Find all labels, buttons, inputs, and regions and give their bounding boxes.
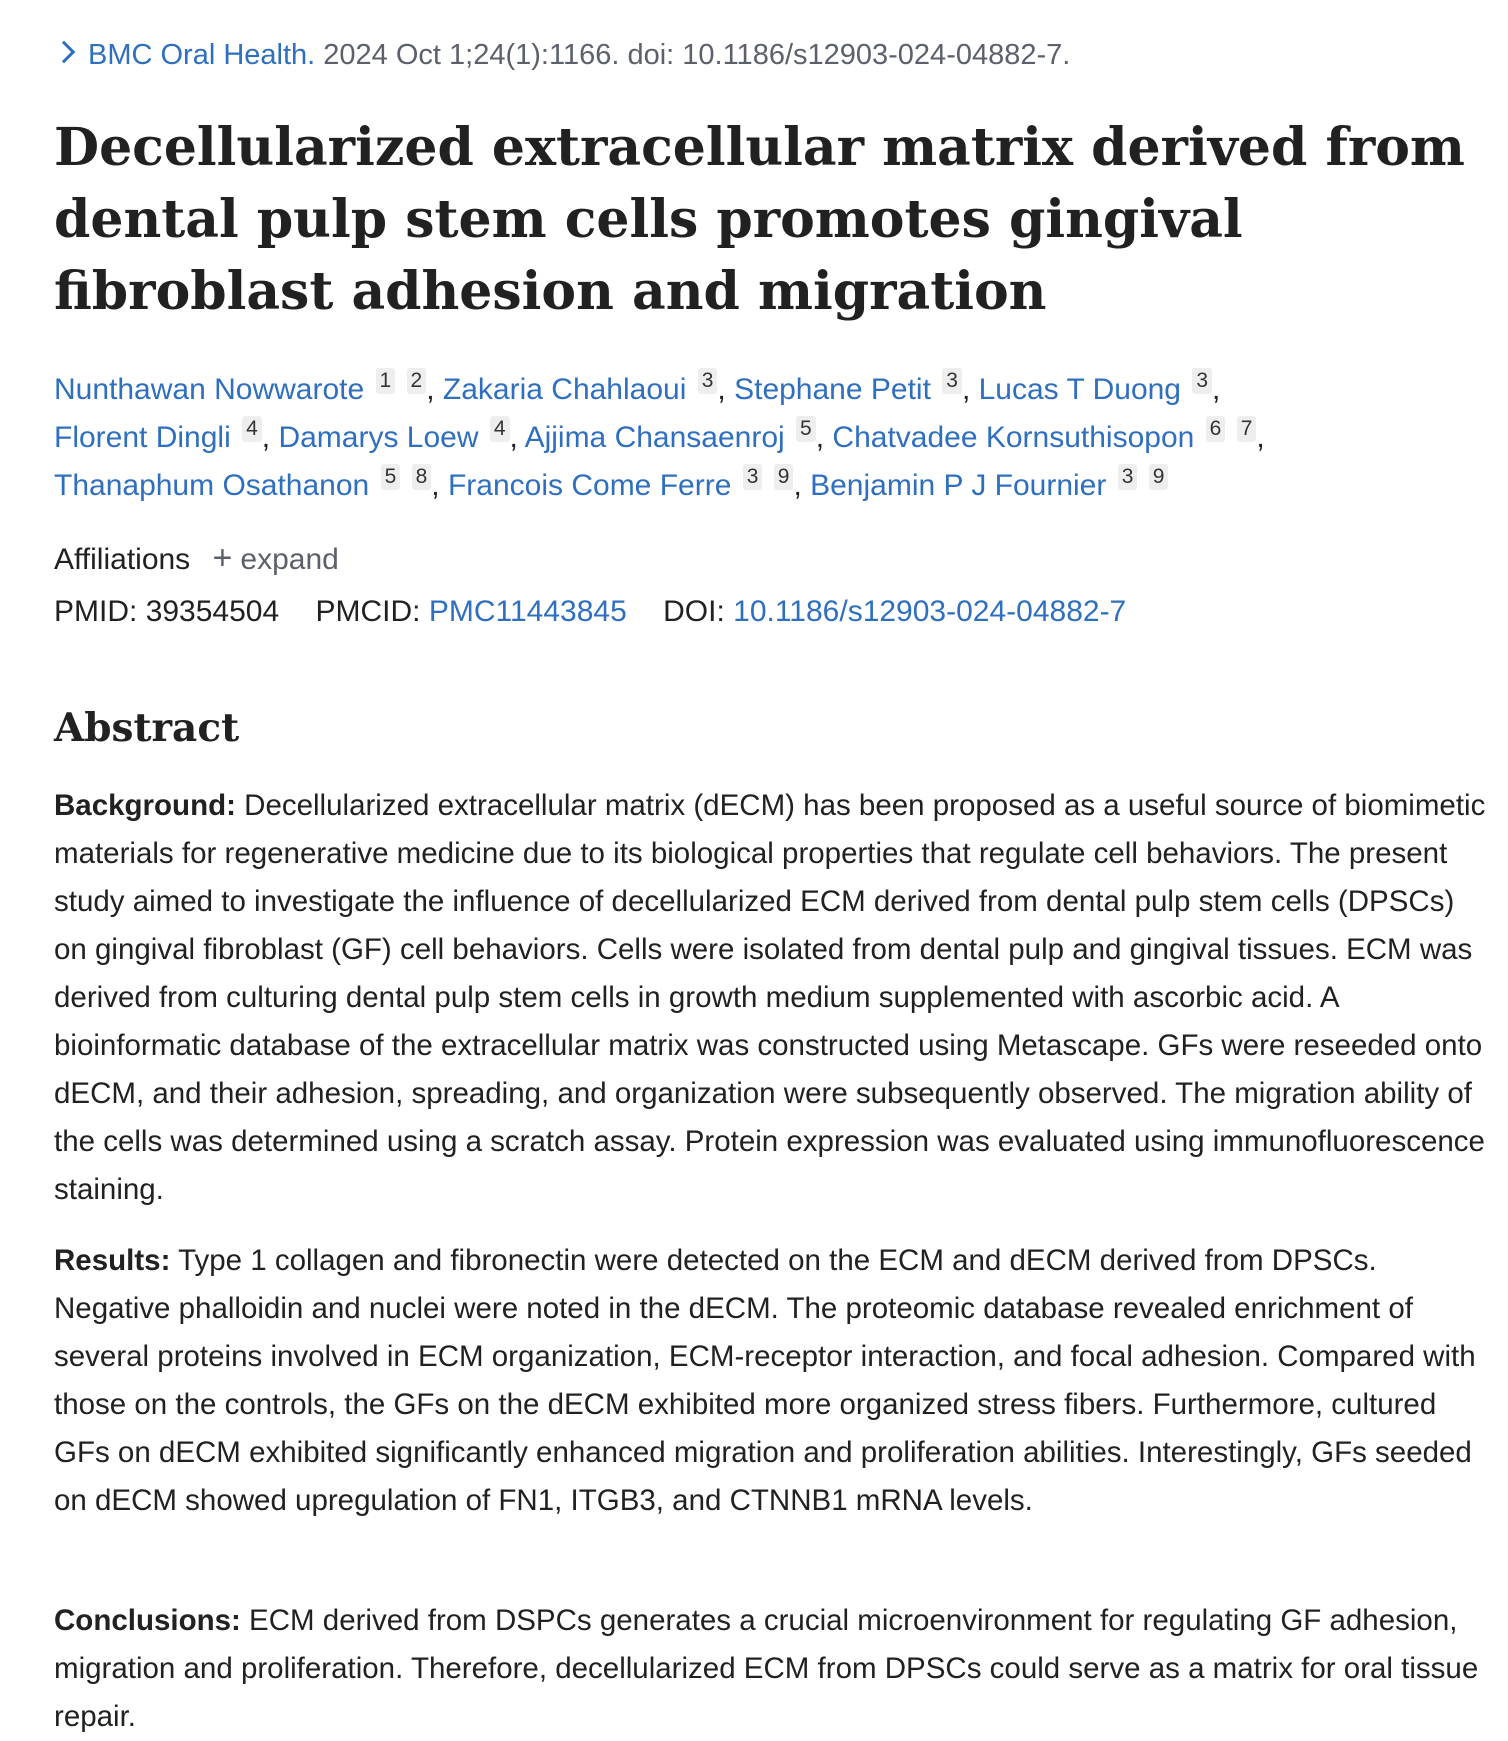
abstract-results bbox=[54, 1237, 1494, 1525]
affiliation-ref[interactable]: 6 bbox=[1206, 416, 1226, 442]
section-text: ECM derived from DSPCs generates a crucial microenvironment for regulating GF adhesion, migration and proliferation. Therefore, decellularized ECM from DPSCs could serve as a matrix for oral tissue repair. bbox=[54, 1604, 1479, 1733]
affiliation-ref[interactable]: 2 bbox=[407, 368, 427, 394]
author-link[interactable]: Chatvadee Kornsuthisopon bbox=[832, 421, 1195, 454]
affiliation-ref[interactable]: 4 bbox=[242, 416, 262, 442]
author-line-1: Nunthawan Nowwarote 1 2 , Zakaria Chahlaoui 3 , Stephane Petit 3 , Lucas T Duong 3 , bbox=[54, 369, 1221, 406]
abstract-heading: Abstract bbox=[54, 705, 240, 751]
affiliation-ref[interactable]: 3 bbox=[743, 464, 763, 490]
author bbox=[832, 417, 1256, 454]
author bbox=[734, 369, 962, 406]
expand-label: expand bbox=[240, 543, 339, 576]
author-line-3: Thanaphum Osathanon 5 8 , Francois Come Ferre 3 9 , Benjamin P J Fournier 3 9 bbox=[54, 462, 1494, 510]
author-line-2: Florent Dingli 4 , Damarys Loew 4 , Ajjima Chansaenroj 5 , Chatvadee Kornsuthisopon 6 7 , bbox=[54, 417, 1265, 454]
author-link[interactable]: Florent Dingli bbox=[54, 421, 231, 454]
author-link[interactable]: Benjamin P J Fournier bbox=[810, 469, 1107, 502]
author bbox=[54, 369, 426, 406]
author-link[interactable]: Thanaphum Osathanon bbox=[54, 469, 370, 502]
author bbox=[978, 369, 1212, 406]
author-link[interactable]: Francois Come Ferre bbox=[447, 469, 732, 502]
author-link[interactable]: Ajjima Chansaenroj bbox=[524, 421, 785, 454]
author-list bbox=[54, 366, 1494, 510]
article-title: Decellularized extracellular matrix derived from dental pulp stem cells promotes gingival fibroblast adhesion and migration bbox=[54, 117, 1465, 322]
affiliation-ref[interactable]: 7 bbox=[1237, 416, 1257, 442]
section-label: Results: bbox=[54, 1244, 171, 1277]
affiliation-ref[interactable]: 3 bbox=[698, 368, 718, 394]
section-text: Decellularized extracellular matrix (dECM) has been proposed as a useful source of biomimetic materials for regenerative medicine due to its biological properties that regulate cell behaviors. The present study aimed to investigate the influence of decellularized ECM derived from dental pulp stem cells (DPSCs) on gingival fibroblast (GF) cell behaviors. Cells were isolated from dental pulp and gingival tissues. ECM was derived from culturing dental pulp stem cells in growth medium supplemented with ascorbic acid. A bioinformatic database of the extracellular matrix was constructed using Metascape. GFs were reseeded onto dECM, and their adhesion, spreading, and organization were subsequently observed. The migration ability of the cells was determined using a scratch assay. Protein expression was evaluated using immunofluorescence staining. bbox=[54, 789, 1486, 1206]
affiliation-ref[interactable]: 9 bbox=[1149, 464, 1169, 490]
author bbox=[447, 465, 793, 502]
affiliations-label: Affiliations bbox=[54, 543, 191, 576]
abstract-conclusions bbox=[54, 1597, 1494, 1741]
author-link[interactable]: Stephane Petit bbox=[734, 373, 931, 406]
doi-link[interactable]: 10.1186/s12903-024-04882-7 bbox=[733, 595, 1127, 628]
pmcid-link[interactable]: PMC11443845 bbox=[428, 595, 627, 628]
author bbox=[442, 369, 718, 406]
affiliation-ref[interactable]: 5 bbox=[796, 416, 816, 442]
affiliation-ref[interactable]: 3 bbox=[1118, 464, 1138, 490]
author bbox=[54, 465, 431, 502]
affiliations-toggle bbox=[54, 536, 339, 582]
affiliations-expand-button[interactable] bbox=[212, 539, 339, 577]
section-label: Conclusions: bbox=[54, 1604, 241, 1637]
affiliation-ref[interactable]: 4 bbox=[490, 416, 510, 442]
affiliation-ref[interactable]: 3 bbox=[1192, 368, 1212, 394]
chevron-right-icon[interactable] bbox=[53, 41, 76, 64]
doi-label: DOI: bbox=[663, 595, 725, 628]
affiliation-ref[interactable]: 1 bbox=[376, 368, 396, 394]
citation-details: 2024 Oct 1;24(1):1166. doi: 10.1186/s12903-024-04882-7. bbox=[323, 39, 1071, 71]
affiliation-ref[interactable]: 8 bbox=[412, 464, 432, 490]
pmid-label: PMID: bbox=[54, 595, 138, 628]
journal-link[interactable]: BMC Oral Health. bbox=[88, 39, 316, 71]
author bbox=[810, 465, 1168, 502]
author bbox=[278, 417, 509, 454]
author-link[interactable]: Nunthawan Nowwarote bbox=[54, 373, 365, 406]
author bbox=[524, 417, 816, 454]
author-link[interactable]: Lucas T Duong bbox=[978, 373, 1181, 406]
affiliation-ref[interactable]: 3 bbox=[942, 368, 962, 394]
citation-line bbox=[54, 34, 1070, 76]
affiliation-ref[interactable]: 9 bbox=[774, 464, 794, 490]
plus-icon: + bbox=[212, 539, 233, 577]
author-link[interactable]: Damarys Loew bbox=[278, 421, 479, 454]
section-label: Background: bbox=[54, 789, 236, 822]
author-link[interactable]: Zakaria Chahlaoui bbox=[442, 373, 687, 406]
article-identifiers bbox=[54, 590, 1126, 634]
pmcid-label: PMCID: bbox=[315, 595, 421, 628]
affiliation-ref[interactable]: 5 bbox=[381, 464, 401, 490]
author bbox=[54, 417, 262, 454]
abstract-background bbox=[54, 782, 1494, 1214]
pmid-value: 39354504 bbox=[145, 595, 280, 628]
section-text: Type 1 collagen and fibronectin were detected on the ECM and dECM derived from DPSCs. Negative phalloidin and nuclei were noted in the dECM. The proteomic database revealed enrichment of several proteins involved in ECM organization, ECM-receptor interaction, and focal adhesion. Compared with those on the controls, the GFs on the dECM exhibited more organized stress fibers. Furthermore, cultured GFs on dECM exhibited significantly enhanced migration and proliferation abilities. Interestingly, GFs seeded on dECM showed upregulation of FN1, ITGB3, and CTNNB1 mRNA levels. bbox=[54, 1244, 1476, 1517]
